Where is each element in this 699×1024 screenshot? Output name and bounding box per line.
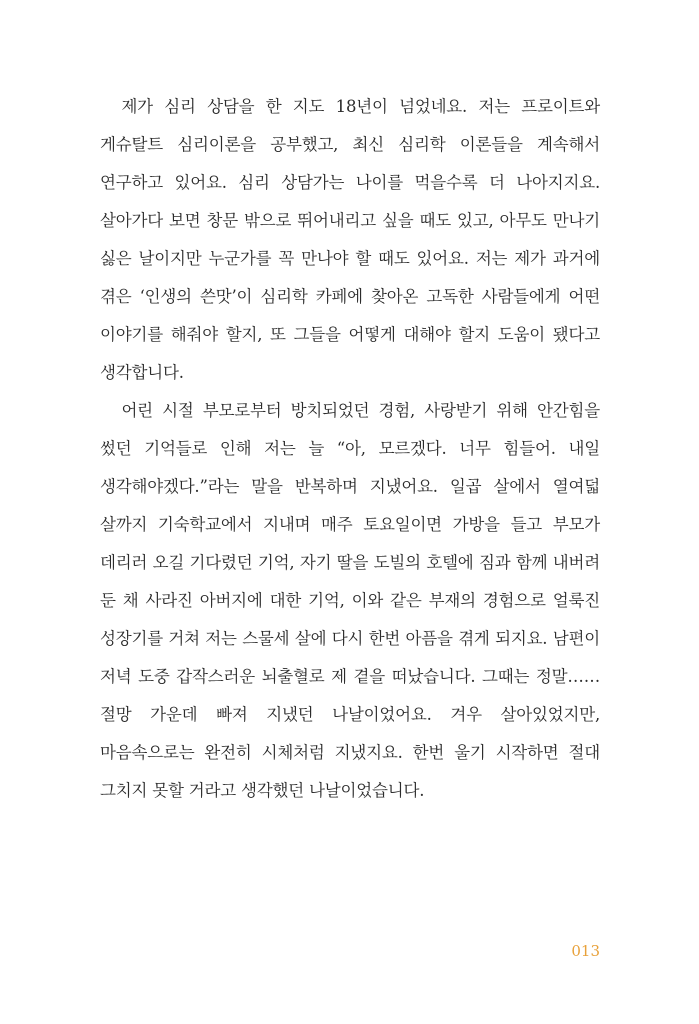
body-text — [100, 88, 600, 810]
page-number: 013 — [571, 942, 600, 960]
paragraph-2: 어린 시절 부모로부터 방치되었던 경험, 사랑받기 위해 안간힘을 썼던 기억들로 인해 저는 늘 “아, 모르겠다. 너무 힘들어. 내일 생각해야겠다.”라는 말을 반복하며 지냈어요. 일곱 살에서 열여덟 살까지 기숙학교에서 지내며 매주 토요일이면 가방을 들고 부모가 데리러 오길 기다렸던 기억, 자기 딸을 도빌의 호텔에 짐과 함께 내버려 둔 채 사라진 아버지에 대한 기억, 이와 같은 부재의 경험으로 얼룩진 성장기를 거쳐 저는 스물세 살에 다시 한번 아픔을 겪게 되지요. 남편이 저녁 도중 갑작스러운 뇌출혈로 제 곁을 떠났습니다. 그때는 정말…… 절망 가운데 빠져 지냈던 나날이었어요. 겨우 살아있었지만, 마음속으로는 완전히 시체처럼 지냈지요. 한번 울기 시작하면 절대 그치지 못할 거라고 생각했던 나날이었습니다. — [100, 401, 600, 800]
paragraph-1: 제가 심리 상담을 한 지도 18년이 넘었네요. 저는 프로이트와 게슈탈트 심리이론을 공부했고, 최신 심리학 이론들을 계속해서 연구하고 있어요. 심리 상담가는 나이를 먹을수록 더 나아지지요. 살아가다 보면 창문 밖으로 뛰어내리고 싶을 때도 있고, 아무도 만나기 싫은 날이지만 누군가를 꼭 만나야 할 때도 있어요. 저는 제가 과거에 겪은 ‘인생의 쓴맛’이 심리학 카페에 찾아온 고독한 사람들에게 어떤 이야기를 해줘야 할지, 또 그들을 어떻게 대해야 할지 도움이 됐다고 생각합니다. — [100, 97, 600, 382]
